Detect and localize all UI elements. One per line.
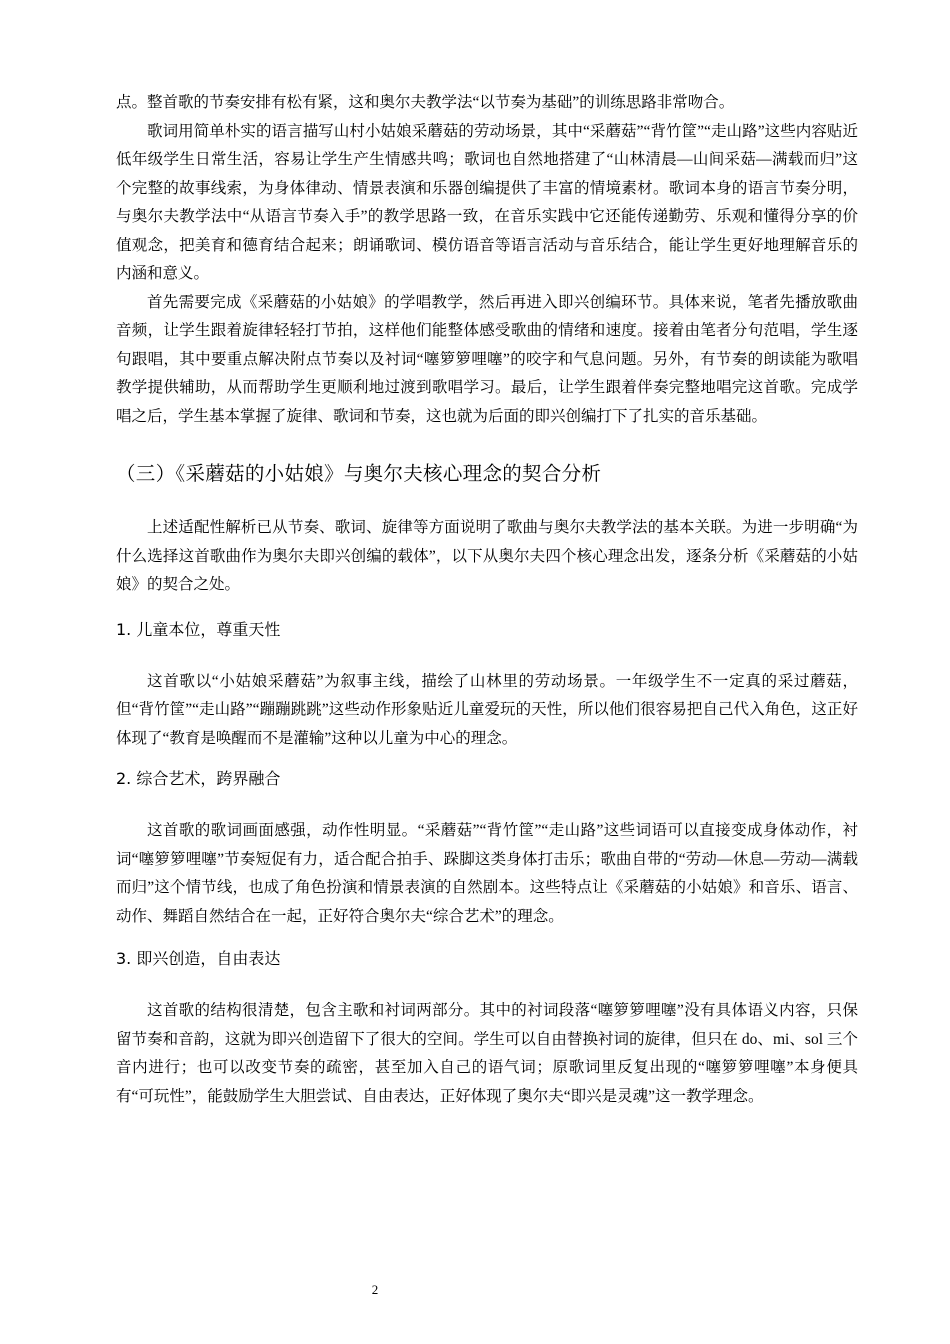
- paragraph-teaching-steps: 首先需要完成《采蘑菇的小姑娘》的学唱教学，然后再进入即兴创编环节。具体来说，笔者先播放歌曲音频，让学生跟着旋律轻轻打节拍，这样他们能整体感受歌曲的情绪和速度。接着由笔者分句范唱，学生逐句跟唱，其中要重点解决附点节奏以及衬词“噻箩箩哩噻”的咬字和气息问题。另外，有节奏的朗读能为歌唱教学提供辅助，从而帮助学生更顺利地过渡到歌唱学习。最后，让学生跟着伴奏完整地唱完这首歌。完成学唱之后，学生基本掌握了旋律、歌词和节奏，这也就为后面的即兴创编打下了扎实的音乐基础。: [116, 293, 858, 425]
- paragraph-lyrics-analysis: 歌词用简单朴实的语言描写山村小姑娘采蘑菇的劳动场景，其中“采蘑菇”“背竹筐”“走山路”这些内容贴近低年级学生日常生活，容易让学生产生情感共鸣；歌词也自然地搭建了“山林清晨—山间采菇—满载而归”这个完整的故事线索，为身体律动、情景表演和乐器创编提供了丰富的情境素材。歌词本身的语言节奏分明，与奥尔夫教学法中“从语言节奏入手”的教学思路一致，在音乐实践中它还能传递勤劳、乐观和懂得分享的价值观念，把美育和德育结合起来；朗诵歌词、模仿语音等语言活动与音乐结合，能让学生更好地理解音乐的内涵和意义。: [116, 122, 858, 282]
- page-number: 2: [371, 1282, 379, 1297]
- subsection-body-2: 这首歌的歌词画面感强，动作性明显。“采蘑菇”“背竹筐”“走山路”这些词语可以直接变成身体动作，衬词“噻箩箩哩噻”节奏短促有力，适合配合拍手、跺脚这类身体打击乐；歌曲自带的“劳动—休息—劳动—满载而归”这个情节线，也成了角色扮演和情景表演的自然剧本。这些特点让《采蘑菇的小姑娘》和音乐、语言、动作、舞蹈自然结合在一起，正好符合奥尔夫“综合艺术”的理念。: [116, 822, 858, 925]
- subsection-body-3: 这首歌的结构很清楚，包含主歌和衬词两部分。其中的衬词段落“噻箩箩哩噻”没有具体语义内容，只保留节奏和音韵，这就为即兴创造留下了很大的空间。学生可以自由替换衬词的旋律，但只在 do、mi、sol 三个音内进行；也可以改变节奏的疏密，甚至加入自己的语气词；原歌词里反复出现的“噻箩箩哩噻”本身便具有“可玩性”，能鼓励学生大胆尝试、自由表达，正好体现了奥尔夫“即兴是灵魂”这一教学理念。: [116, 1002, 858, 1105]
- subsection-body-1: 这首歌以“小姑娘采蘑菇”为叙事主线，描绘了山林里的劳动场景。一年级学生不一定真的采过蘑菇，但“背竹筐”“走山路”“蹦蹦跳跳”这些动作形象贴近儿童爱玩的天性，所以他们很容易把自己代入角色，这正好体现了“教育是唤醒而不是灌输”这种以儿童为中心的理念。: [116, 672, 859, 747]
- section-intro: 上述适配性解析已从节奏、歌词、旋律等方面说明了歌曲与奥尔夫教学法的基本关联。为进一步明确“为什么选择这首歌曲作为奥尔夫即兴创编的载体”，以下从奥尔夫四个核心理念出发，逐条分析《采蘑菇的小姑娘》的契合之处。: [116, 519, 858, 593]
- document-body: [116, 89, 858, 1111]
- subsection-heading-2: 2. 综合艺术，跨界融合: [116, 769, 281, 788]
- section-heading: （三）《采蘑菇的小姑娘》与奥尔夫核心理念的契合分析: [116, 462, 602, 485]
- paragraph-continuation: 点。整首歌的节奏安排有松有紧，这和奥尔夫教学法“以节奏为基础”的训练思路非常吻合。: [116, 94, 735, 111]
- subsection-heading-3: 3. 即兴创造，自由表达: [116, 949, 281, 968]
- subsection-heading-1: 1. 儿童本位，尊重天性: [116, 619, 281, 639]
